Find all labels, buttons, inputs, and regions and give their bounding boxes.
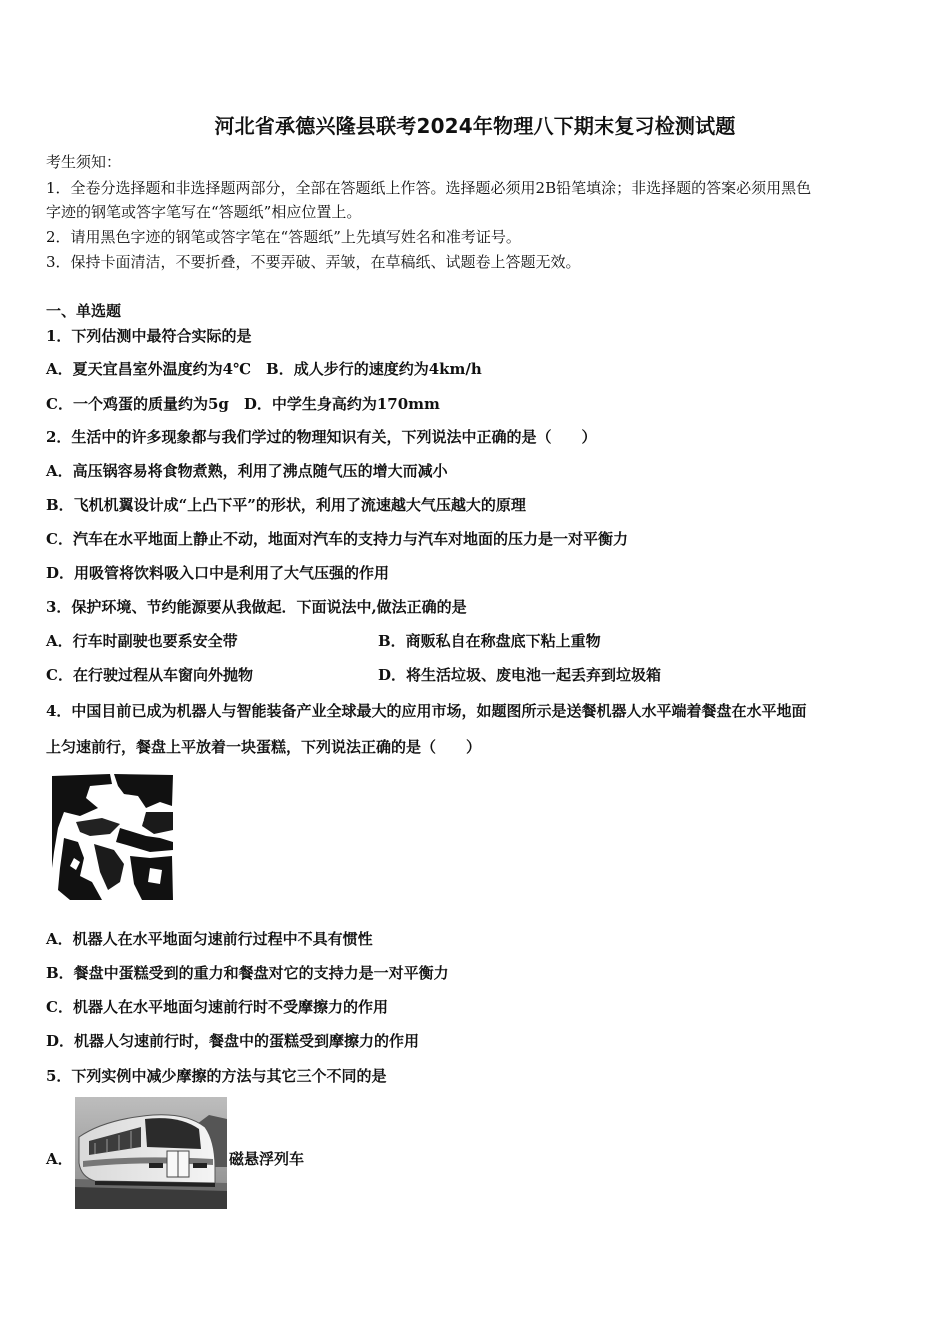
q4-stem-line-1: 4．中国目前已成为机器人与智能装备产业全球最大的应用市场，如题图所示是送餐机器人水平端着餐盘在水平地面 (46, 702, 807, 720)
notice-item-2: 2．请用黑色字迹的钢笔或答字笔在“答题纸”上先填写姓名和准考证号。 (46, 228, 521, 246)
q5-stem: 5．下列实例中减少摩擦的方法与其它三个不同的是 (46, 1067, 387, 1085)
q3-option-a: A．行车时副驶也要系安全带 (46, 632, 238, 650)
q3-option-b: B．商贩私自在称盘底下粘上重物 (378, 632, 601, 650)
q4-option-a: A．机器人在水平地面匀速前行过程中不具有惯性 (46, 930, 373, 948)
notice-item-3: 3．保持卡面清洁，不要折叠，不要弄破、弄皱，在草稿纸、试题卷上答题无效。 (46, 253, 581, 271)
q5-option-a-label: A． (46, 1150, 73, 1168)
q2-option-c: C．汽车在水平地面上静止不动，地面对汽车的支持力与汽车对地面的压力是一对平衡力 (46, 530, 628, 548)
section-heading: 一、单选题 (46, 302, 122, 320)
q3-stem: 3．保护环境、节约能源要从我做起．下面说法中,做法正确的是 (46, 598, 467, 616)
q2-option-d: D．用吸管将饮料吸入口中是利用了大气压强的作用 (46, 564, 390, 582)
q3-option-c: C．在行驶过程从车窗向外抛物 (46, 666, 253, 684)
q5-option-a-text: 磁悬浮列车 (229, 1150, 305, 1168)
q1-stem: 1．下列估测中最符合实际的是 (46, 327, 252, 345)
page-title: 河北省承德兴隆县联考2024年物理八下期末复习检测试题 (214, 114, 736, 138)
q1-options-cd: C．一个鸡蛋的质量约为5g D．中学生身高约为170mm (46, 395, 440, 413)
robot-figure (50, 772, 175, 902)
notice-item-1-line-1: 1．全卷分选择题和非选择题两部分，全部在答题纸上作答。选择题必须用2B铅笔填涂；非选择题的答案必须用黑色 (46, 179, 812, 197)
q4-option-c: C．机器人在水平地面匀速前行时不受摩擦力的作用 (46, 998, 388, 1016)
q1-options-ab: A．夏天宜昌室外温度约为4℃ B．成人步行的速度约为4km/h (46, 360, 482, 378)
maglev-train-image (75, 1097, 227, 1209)
notice-item-1-line-2: 字迹的钢笔或答字笔写在“答题纸”相应位置上。 (46, 203, 362, 221)
q4-stem-line-2: 上匀速前行，餐盘上平放着一块蛋糕，下列说法正确的是（ ） (46, 738, 482, 756)
q2-stem: 2．生活中的许多现象都与我们学过的物理知识有关，下列说法中正确的是（ ） (46, 428, 597, 446)
q3-option-d: D．将生活垃圾、废电池一起丢弃到垃圾箱 (378, 666, 662, 684)
q2-option-b: B．飞机机翼设计成“上凸下平”的形状，利用了流速越大气压越大的原理 (46, 496, 526, 514)
q4-option-d: D．机器人匀速前行时，餐盘中的蛋糕受到摩擦力的作用 (46, 1032, 420, 1050)
q2-option-a: A．高压锅容易将食物煮熟，利用了沸点随气压的增大而减小 (46, 462, 448, 480)
notice-heading: 考生须知： (46, 153, 122, 171)
q4-option-b: B．餐盘中蛋糕受到的重力和餐盘对它的支持力是一对平衡力 (46, 964, 449, 982)
